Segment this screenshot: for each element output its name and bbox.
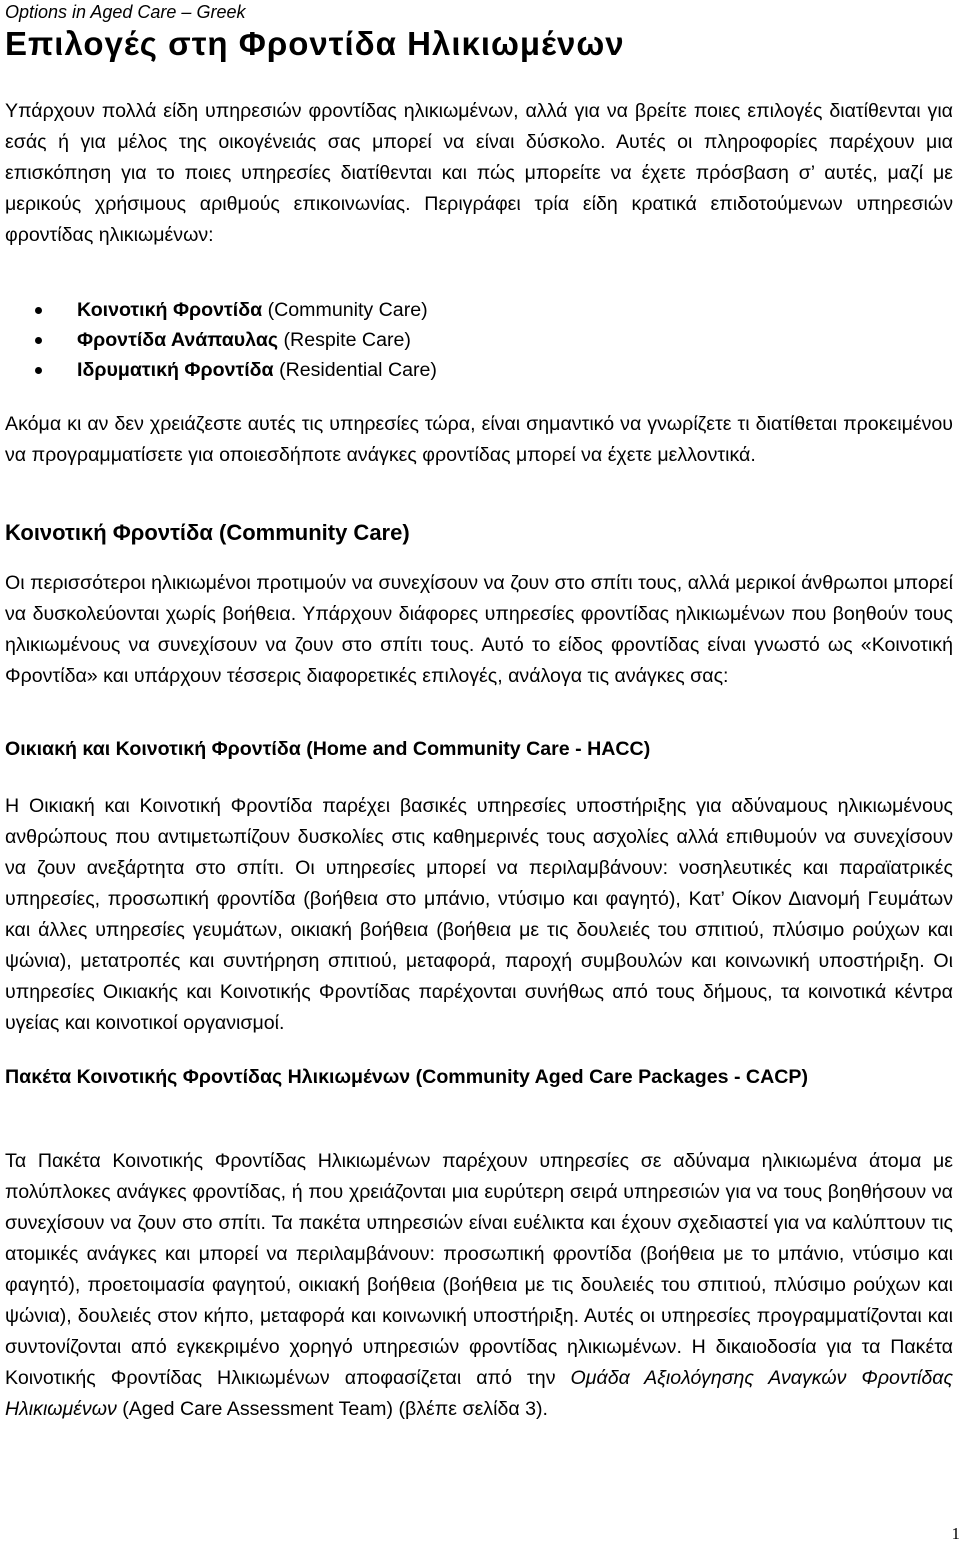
list-item-name: Φροντίδα Ανάπαυλας xyxy=(77,329,279,351)
care-types-list xyxy=(5,295,437,385)
hacc-heading: Οικιακή και Κοινοτική Φροντίδα (Home and Community Care - HACC) xyxy=(5,738,651,760)
list-item xyxy=(5,355,437,385)
list-item-english: (Respite Care) xyxy=(283,329,411,351)
community-care-heading: Κοινοτική Φροντίδα (Community Care) xyxy=(5,520,410,545)
acat-name: Ομάδα Αξιολόγησης Αναγκών Φροντίδας Ηλικιωμένων xyxy=(5,1367,954,1420)
list-item-english: (Residential Care) xyxy=(279,359,437,381)
list-item-english: (Community Care) xyxy=(267,299,428,321)
list-item xyxy=(5,295,437,325)
list-item-name: Κοινοτική Φροντίδα xyxy=(77,299,263,321)
list-item-name: Ιδρυματική Φροντίδα xyxy=(77,359,274,381)
intro-closing-paragraph: Ακόμα κι αν δεν χρειάζεστε αυτές τις υπηρεσίες τώρα, είναι σημαντικό να γνωρίζετε τι διατίθεται προκειμένου να προγραμματίσετε για οποιεσδήποτε ανάγκες φροντίδας μπορεί να έχετε μελλοντικά. xyxy=(5,413,953,466)
cacp-paragraph-main: Τα Πακέτα Κοινοτικής Φροντίδας Ηλικιωμένων παρέχουν υπηρεσίες σε αδύναμα ηλικιωμένα άτομα με πολύπλοκες ανάγκες φροντίδας, ή που χρειάζονται μια ευρύτερη σειρά υπηρεσιών για να τους βοηθήσουν να συνεχίσουν να ζουν στο σπίτι. Τα πακέτα υπηρεσιών είναι ευέλικτα και έχουν σχεδιαστεί για να καλύπτουν τις ατομικές ανάγκες και μπορεί να περιλαμβάνουν: προσωπική φροντίδα (βοήθεια με το μπάνιο, ντύσιμο και φαγητό), προετοιμασία φαγητού, οικιακή βοήθεια (βοήθεια με τις δουλειές του σπιτιού, πλύσιμο ρούχων και ψώνια), δουλειές στον κήπο, μεταφορά και κοινωνική υποστήριξη. Αυτές οι υπηρεσίες προγραμματίζονται και συντονίζονται από εγκεκριμένο χορηγό υπηρεσιών φροντίδας ηλικιωμένων. Η δικαιοδοσία για τα Πακέτα Κοινοτικής Φροντίδας Ηλικιωμένων αποφασίζεται από την xyxy=(5,1150,953,1389)
hacc-paragraph: Η Οικιακή και Κοινοτική Φροντίδα παρέχει βασικές υπηρεσίες υποστήριξης για αδύναμους ηλικιωμένους ανθρώπους που αντιμετωπίζουν δυσκολίες στις καθημερινές τους ασχολίες αλλά επιθυμούν να συνεχίσουν να ζουν ανεξάρτητα στο σπίτι. Οι υπηρεσίες μπορεί να περιλαμβάνουν: νοσηλευτικές και παραϊατρικές υπηρεσίες, προσωπική φροντίδα (βοήθεια στο μπάνιο, ντύσιμο και φαγητό), Κατ’ Οίκον Διανομή Γευμάτων και άλλες υπηρεσίες γευμάτων, οικιακή βοήθεια (βοήθεια με τις δουλειές του σπιτιού, πλύσιμο ρούχων και ψώνια), μετατροπές και συντήρηση σπιτιού, μεταφορά, παροχή συμβουλών και κοινωνική υποστήριξη. Οι υπηρεσίες Οικιακής και Κοινοτικής Φροντίδας παρέχονται συνήθως από τους δήμους, τα κοινοτικά κέντρα υγείας και κοινοτικοί οργανισμοί. xyxy=(5,795,953,1034)
series-label: Options in Aged Care – Greek xyxy=(5,2,246,22)
page-number: 1 xyxy=(951,1524,960,1543)
cacp-paragraph xyxy=(5,1146,953,1425)
document-title: Επιλογές στη Φροντίδα Ηλικιωμένων xyxy=(5,25,625,62)
cacp-paragraph-tail: (Aged Care Assessment Team) (βλέπε σελίδα 3). xyxy=(116,1398,548,1420)
intro-paragraph: Υπάρχουν πολλά είδη υπηρεσιών φροντίδας ηλικιωμένων, αλλά για να βρείτε ποιες επιλογές διατίθενται για εσάς ή για μέλος της οικογένειάς σας μπορεί να είναι δύσκολο. Αυτές οι πληροφορίες παρέχουν μια επισκόπηση για το ποιες υπηρεσίες διατίθενται και πώς μπορείτε να έχετε πρόσβαση σ’ αυτές, μαζί με μερικούς χρήσιμους αριθμούς επικοινωνίας. Περιγράφει τρία είδη κρατικά επιδοτούμενων υπηρεσιών φροντίδας ηλικιωμένων: xyxy=(5,100,953,246)
list-item xyxy=(5,325,437,355)
cacp-heading: Πακέτα Κοινοτικής Φροντίδας Ηλικιωμένων (Community Aged Care Packages - CACP) xyxy=(5,1066,808,1088)
community-care-paragraph: Οι περισσότεροι ηλικιωμένοι προτιμούν να συνεχίσουν να ζουν στο σπίτι τους, αλλά μερικοί άνθρωποι μπορεί να δυσκολεύονται χωρίς βοήθεια. Υπάρχουν διάφορες υπηρεσίες φροντίδας ηλικιωμένων που βοηθούν τους ηλικιωμένους να συνεχίσουν να ζουν στο σπίτι τους. Αυτό το είδος φροντίδας είναι γνωστό ως «Κοινοτική Φροντίδα» και υπάρχουν τέσσερις διαφορετικές επιλογές, ανάλογα τις ανάγκες σας: xyxy=(5,572,953,687)
